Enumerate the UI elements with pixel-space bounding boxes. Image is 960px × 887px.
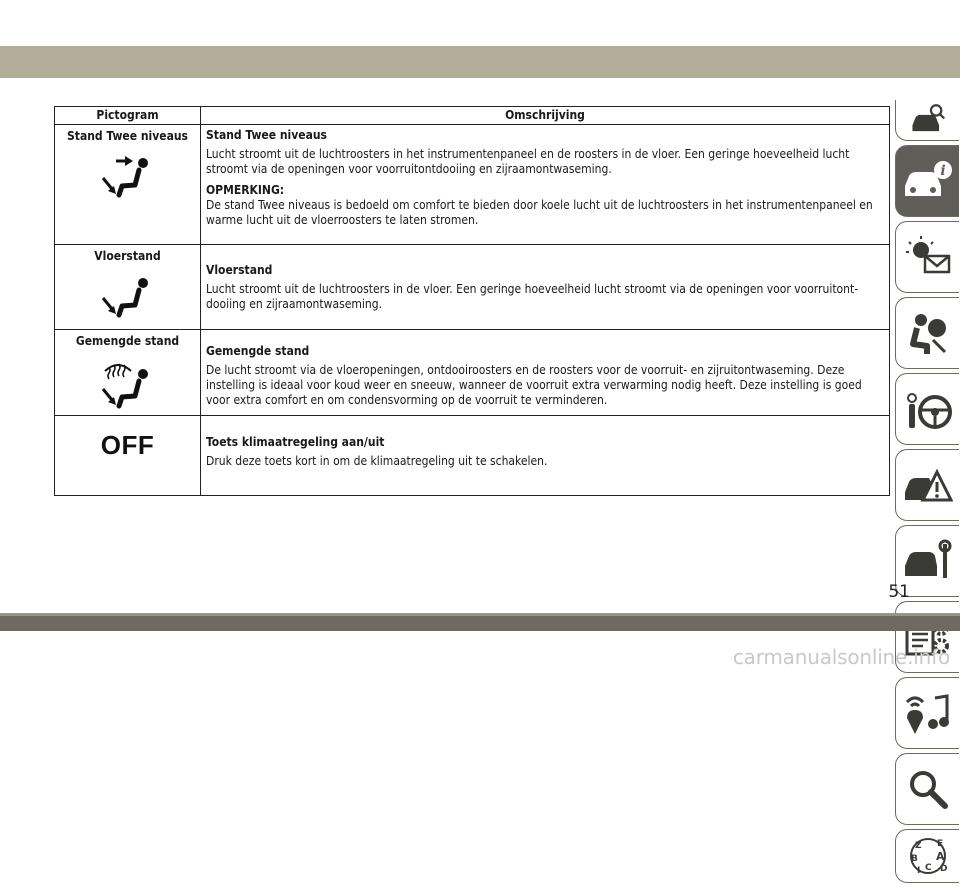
description-cell bbox=[201, 245, 890, 330]
header-pictogram: Pictogram bbox=[55, 107, 201, 125]
airbag-person-icon bbox=[903, 310, 953, 356]
media-note-icon bbox=[903, 690, 953, 736]
svg-text:D: D bbox=[939, 864, 947, 874]
svg-text:I: I bbox=[916, 866, 920, 876]
svg-text:B: B bbox=[910, 854, 918, 864]
svg-text:C: C bbox=[924, 863, 932, 873]
car-warning-triangle-icon bbox=[903, 462, 953, 508]
row-title: Stand Twee niveaus bbox=[206, 128, 327, 142]
table-row bbox=[55, 125, 890, 245]
row-text: Druk deze toets kort in om de klimaatregeling uit te schakelen. bbox=[206, 454, 548, 468]
tab-car-search[interactable] bbox=[895, 100, 959, 141]
tab-multimedia[interactable] bbox=[895, 677, 959, 749]
svg-text:A: A bbox=[935, 850, 945, 863]
chapter-tabs bbox=[895, 100, 960, 887]
pictogram-cell bbox=[55, 330, 201, 416]
row-title: Toets klimaatregeling aan/uit bbox=[206, 435, 385, 449]
note-title: OPMERKING: bbox=[206, 183, 285, 197]
table-row bbox=[55, 330, 890, 416]
tab-warning-lights[interactable] bbox=[895, 221, 959, 293]
tab-car-info[interactable] bbox=[895, 145, 959, 217]
tab-search[interactable] bbox=[895, 753, 959, 825]
tab-starting-driving[interactable] bbox=[895, 373, 959, 445]
car-wrench-icon bbox=[903, 538, 953, 584]
header-description: Omschrijving bbox=[201, 107, 890, 125]
floor-airflow-icon bbox=[100, 272, 156, 322]
magnifier-icon bbox=[903, 766, 953, 812]
pictogram-cell bbox=[55, 125, 201, 245]
row-text: Lucht stroomt uit de luchtroosters in het instrumentenpaneel en de roosters in de vloer. Een geringe hoeveelheid lucht stroomt via de openingen voor voorruitontdooiing en zijraamontwaseming. bbox=[206, 147, 850, 176]
bilevel-airflow-icon bbox=[100, 152, 156, 202]
car-search-icon bbox=[903, 103, 953, 137]
table-row bbox=[55, 416, 890, 496]
climate-mode-table bbox=[54, 106, 890, 496]
warning-light-mail-icon bbox=[903, 234, 953, 280]
description-cell bbox=[201, 330, 890, 416]
svg-text:Z: Z bbox=[914, 841, 922, 851]
tab-safety[interactable] bbox=[895, 297, 959, 369]
table-header-row bbox=[55, 107, 890, 125]
mix-mode-defrost-icon bbox=[100, 357, 156, 413]
tab-emergency[interactable] bbox=[895, 449, 959, 521]
svg-text:E: E bbox=[936, 839, 943, 849]
pictogram-label: Vloerstand bbox=[94, 249, 161, 263]
alphabet-index-icon bbox=[903, 833, 953, 879]
car-info-icon bbox=[903, 158, 953, 204]
pictogram-cell bbox=[55, 245, 201, 330]
row-text: Lucht stroomt uit de luchtroosters in de vloer. Een geringe hoeveelheid lucht stroomt via de openingen voor voorruitont-dooiing en zijraamontwaseming. bbox=[206, 282, 859, 311]
watermark: carmanualsonline.info bbox=[732, 645, 950, 669]
note-text: De stand Twee niveaus is bedoeld om comfort te bieden door koele lucht uit de luchtroosters in het instrumentenpaneel en warme lucht uit de vloerroosters te laten stromen. bbox=[206, 198, 873, 227]
tab-index[interactable] bbox=[895, 829, 959, 883]
table-row bbox=[55, 245, 890, 330]
row-title: Vloerstand bbox=[206, 263, 273, 277]
description-cell bbox=[201, 416, 890, 496]
top-decorative-band bbox=[0, 46, 960, 78]
svg-text:i: i bbox=[939, 163, 946, 179]
bottom-decorative-band bbox=[0, 613, 960, 631]
description-cell bbox=[201, 125, 890, 245]
page-number: 51 bbox=[888, 582, 910, 602]
pictogram-cell bbox=[55, 416, 201, 496]
row-title: Gemengde stand bbox=[206, 344, 310, 358]
pictogram-label: Stand Twee niveaus bbox=[67, 129, 188, 143]
off-text-icon: OFF bbox=[100, 430, 155, 460]
pictogram-label: Gemengde stand bbox=[75, 334, 180, 348]
steering-wheel-key-icon bbox=[903, 386, 953, 432]
row-text: De lucht stroomt via de vloeropeningen, ontdooiroosters en de roosters voor de voorruit- en zijruitontwaseming. Deze instelling is ideaal voor koud weer en sneeuw, wanneer de voorruit extra verwarming nodig heeft. Deze instelling is goed voor extra comfort en om condensvorming op de voorruit te verminderen. bbox=[206, 363, 862, 407]
